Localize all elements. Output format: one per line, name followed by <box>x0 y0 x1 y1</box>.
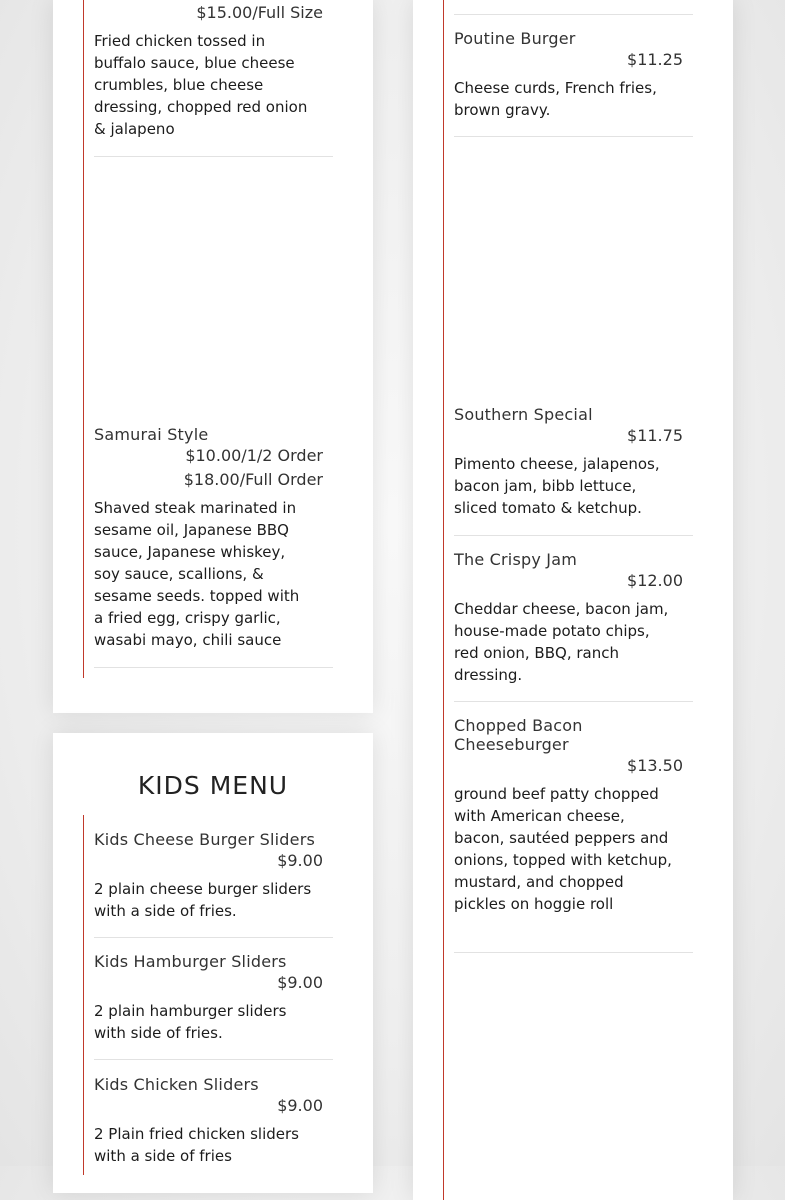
item-price: $9.00 <box>277 973 323 992</box>
separator <box>454 136 693 137</box>
item-price: $9.00 <box>277 851 323 870</box>
item-name: Kids Chicken Sliders <box>94 1075 259 1094</box>
item-name: Kids Cheese Burger Sliders <box>94 830 316 849</box>
menu-item-the-crispy-jam <box>454 550 683 686</box>
item-description: 2 plain hamburger sliders with side of fries. <box>94 1002 287 1042</box>
item-name: Samurai Style <box>94 425 209 444</box>
item-price: $11.75 <box>627 426 683 445</box>
menu-item-kids-chicken-sliders <box>94 1075 323 1167</box>
item-description: Cheese curds, French fries, brown gravy. <box>454 79 657 119</box>
item-description: Fried chicken tossed in buffalo sauce, blue cheese crumbles, blue cheese dressing, chopped red onion & jalapeno <box>94 32 308 138</box>
item-name: Southern Special <box>454 405 593 424</box>
item-description: ground beef patty chopped with American cheese, bacon, sautéed peppers and onions, topped with ketchup, mustard, and chopped pickles on hoggie roll <box>454 785 672 913</box>
item-description: 2 Plain fried chicken sliders with a side of fries <box>94 1125 299 1165</box>
item-description: 2 plain cheese burger sliders with a side of fries. <box>94 880 312 920</box>
section-title-kids-menu: KIDS MENU <box>137 771 289 800</box>
accent-rail <box>83 815 84 1175</box>
item-price: $10.00/1/2 Order <box>185 446 323 465</box>
separator <box>94 156 333 157</box>
item-name: Kids Hamburger Sliders <box>94 952 287 971</box>
separator <box>454 952 693 953</box>
item-name: Poutine Burger <box>454 29 576 48</box>
item-price: $15.00/Full Size <box>196 3 323 22</box>
item-name: Chopped Bacon Cheeseburger <box>454 716 583 754</box>
menu-item-samurai-style <box>94 425 323 651</box>
item-description: Shaved steak marinated in sesame oil, Japanese BBQ sauce, Japanese whiskey, soy sauce, scallions, & sesame seeds. topped with a fried egg, crispy garlic, wasabi mayo, chili sauce <box>94 499 300 649</box>
menu-item-poutine-burger <box>454 29 683 121</box>
separator <box>94 937 333 938</box>
item-description: Pimento cheese, jalapenos, bacon jam, bibb lettuce, sliced tomato & ketchup. <box>454 455 660 517</box>
separator <box>454 701 693 702</box>
accent-rail <box>443 0 444 1200</box>
item-name: The Crispy Jam <box>454 550 577 569</box>
accent-rail <box>83 0 84 678</box>
item-price: $9.00 <box>277 1096 323 1115</box>
separator <box>94 1059 333 1060</box>
item-price: $11.25 <box>627 50 683 69</box>
separator <box>454 535 693 536</box>
menu-item-kids-cheese-burger-sliders <box>94 830 323 922</box>
menu-item-southern-special <box>454 405 683 519</box>
separator <box>454 14 693 15</box>
menu-item-kids-hamburger-sliders <box>94 952 323 1044</box>
item-price: $12.00 <box>627 571 683 590</box>
item-price: $18.00/Full Order <box>183 470 323 489</box>
item-description: Cheddar cheese, bacon jam, house-made potato chips, red onion, BBQ, ranch dressing. <box>454 600 669 684</box>
item-price: $13.50 <box>627 756 683 775</box>
separator <box>94 667 333 668</box>
menu-item-chopped-bacon-cheeseburger <box>454 716 683 915</box>
